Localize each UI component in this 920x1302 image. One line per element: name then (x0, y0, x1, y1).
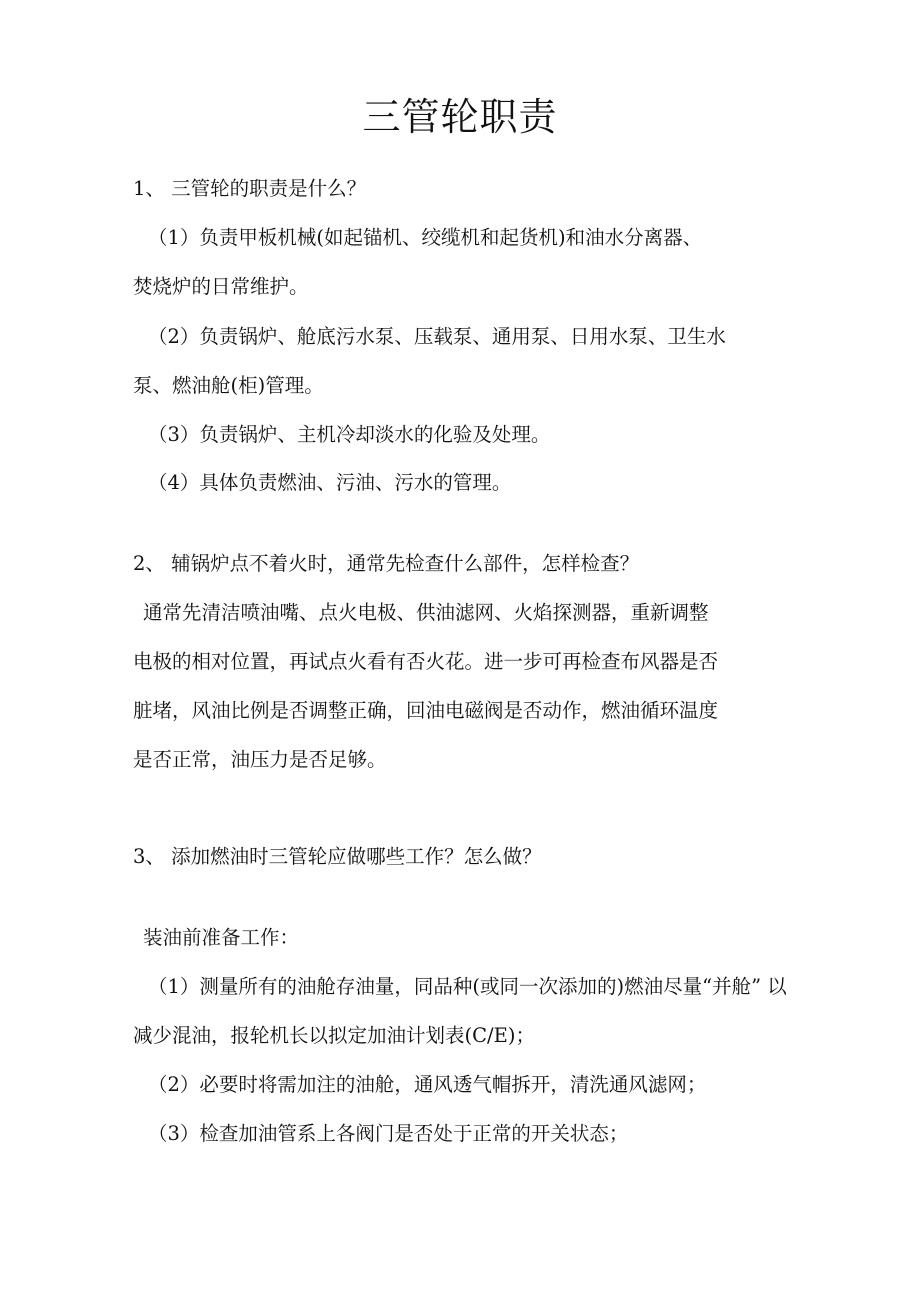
section-1-line-1: （1）负责甲板机械(如起锚机、绞缆机和起货机)和油水分离器、 (148, 226, 703, 249)
section-3-line-2: （1）测量所有的油舱存油量，同品种(或同一次添加的)燃油尽量“并舱” 以 (148, 975, 787, 998)
section-2-line-1: 通常先清洁喷油嘴、点火电极、供油滤网、火焰探测器，重新调整 (143, 601, 709, 624)
section-1-question: 1、 三管轮的职责是什么？ (133, 177, 367, 200)
document-title: 三管轮职责 (362, 95, 558, 139)
section-1-line-4: 泵、燃油舱(柜)管理。 (133, 374, 324, 397)
section-2-line-4: 是否正常，油压力是否足够。 (133, 748, 387, 771)
section-2-question: 2、 辅锅炉点不着火时，通常先检查什么部件，怎样检查？ (133, 552, 640, 575)
section-3-line-3: 减少混油，报轮机长以拟定加油计划表(C/E)； (133, 1024, 535, 1047)
section-3-line-1: 装油前准备工作： (143, 926, 300, 949)
section-1-line-5: （3）负责锅炉、主机冷却淡水的化验及处理。 (148, 423, 551, 446)
section-3-line-4: （2）必要时将需加注的油舱，通风透气帽拆开，清洗通风滤网； (148, 1073, 707, 1096)
section-3-line-5: （3）检查加油管系上各阀门是否处于正常的开关状态； (148, 1122, 629, 1145)
section-3-question: 3、 添加燃油时三管轮应做哪些工作？怎么做？ (133, 845, 542, 868)
section-2-line-2: 电极的相对位置，再试点火看有否火花。进一步可再检查布风器是否 (133, 650, 719, 673)
section-1-line-2: 焚烧炉的日常维护。 (133, 275, 309, 298)
section-1-line-3: （2）负责锅炉、舱底污水泵、压载泵、通用泵、日用水泵、卫生水 (148, 325, 726, 348)
section-1-line-6: （4）具体负责燃油、污油、污水的管理。 (148, 471, 512, 494)
section-2-line-3: 脏堵，风油比例是否调整正确，回油电磁阀是否动作，燃油循环温度 (133, 699, 719, 722)
